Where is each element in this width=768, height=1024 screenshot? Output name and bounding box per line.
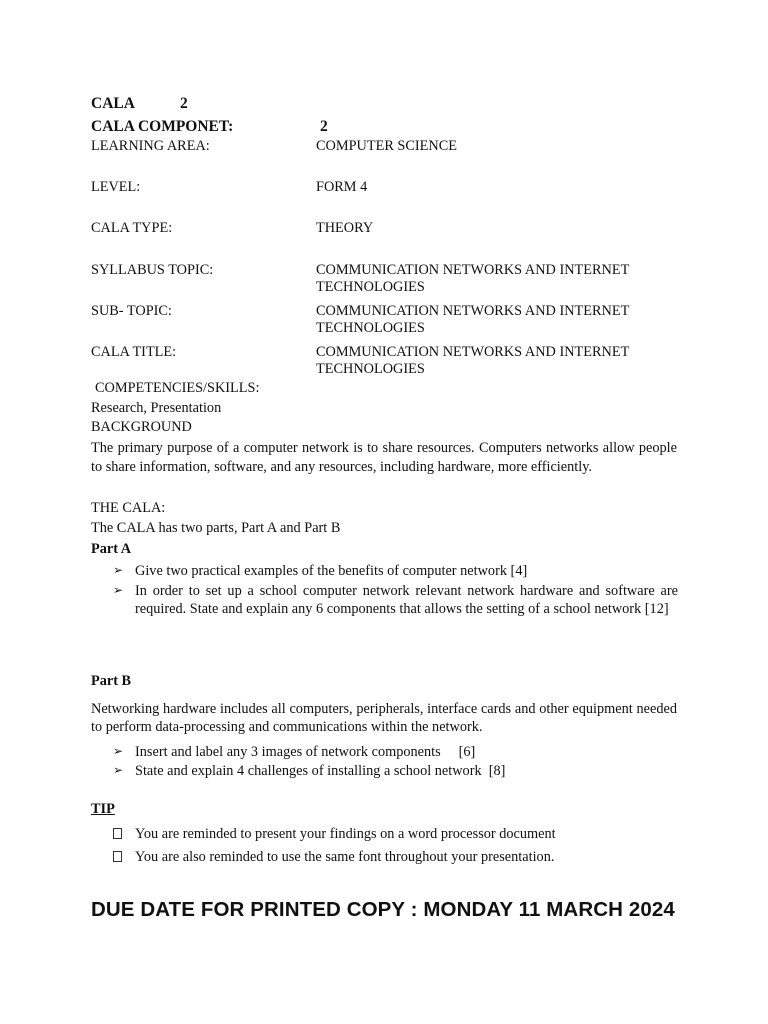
arrow-bullet-icon: ➢ bbox=[113, 744, 124, 758]
info-value-sub-topic: COMMUNICATION NETWORKS AND INTERNET TECHNOLOGIES bbox=[316, 303, 630, 336]
competencies-label: COMPETENCIES/SKILLS: bbox=[95, 380, 260, 396]
info-label-level: LEVEL: bbox=[91, 179, 141, 195]
background-heading: BACKGROUND bbox=[91, 419, 192, 435]
tip-item-1: You are reminded to present your findings on a word processor document bbox=[135, 826, 556, 842]
box-bullet-icon bbox=[113, 828, 122, 839]
info-label-sub-topic: SUB- TOPIC: bbox=[91, 303, 172, 319]
part-b-heading: Part B bbox=[91, 673, 132, 689]
info-value-level: FORM 4 bbox=[316, 179, 368, 195]
arrow-bullet-icon: ➢ bbox=[113, 583, 124, 597]
info-label-cala-title: CALA TITLE: bbox=[91, 344, 177, 360]
info-value-learning-area: COMPUTER SCIENCE bbox=[316, 138, 458, 154]
box-bullet-icon bbox=[113, 851, 122, 862]
info-value-cala-type: THEORY bbox=[316, 220, 374, 236]
part-b-item-1: Insert and label any 3 images of network components [6] bbox=[135, 744, 476, 760]
arrow-bullet-icon: ➢ bbox=[113, 763, 124, 777]
tip-heading: TIP bbox=[91, 801, 115, 817]
the-cala-heading: THE CALA: bbox=[91, 500, 166, 516]
the-cala-intro: The CALA has two parts, Part A and Part B bbox=[91, 520, 341, 536]
cala-component-label: CALA COMPONET: bbox=[91, 118, 234, 135]
part-a-item-2: In order to set up a school computer network relevant network hardware and software are required. State and explain any 6 components that allows the setting of a school network [12] bbox=[135, 583, 678, 617]
info-label-syllabus-topic: SYLLABUS TOPIC: bbox=[91, 262, 214, 278]
cala-label: CALA bbox=[91, 95, 135, 112]
info-value-syllabus-topic: COMMUNICATION NETWORKS AND INTERNET TECHNOLOGIES bbox=[316, 262, 630, 295]
cala-component-number: 2 bbox=[320, 118, 328, 135]
tip-item-2: You are also reminded to use the same font throughout your presentation. bbox=[135, 849, 555, 865]
competencies-value: Research, Presentation bbox=[91, 400, 222, 416]
cala-number: 2 bbox=[180, 95, 188, 112]
background-text: The primary purpose of a computer network is to share resources. Computers networks allow people to share information, software, and any resources, including hardware, more efficiently. bbox=[91, 440, 677, 475]
part-a-item-1: Give two practical examples of the benefits of computer network [4] bbox=[135, 563, 528, 579]
info-label-cala-type: CALA TYPE: bbox=[91, 220, 173, 236]
info-label-learning-area: LEARNING AREA: bbox=[91, 138, 210, 154]
arrow-bullet-icon: ➢ bbox=[113, 563, 124, 577]
due-date: DUE DATE FOR PRINTED COPY : MONDAY 11 MARCH 2024 bbox=[91, 898, 675, 921]
part-a-heading: Part A bbox=[91, 541, 132, 557]
part-b-item-2: State and explain 4 challenges of installing a school network [8] bbox=[135, 763, 506, 779]
info-value-cala-title: COMMUNICATION NETWORKS AND INTERNET TECHNOLOGIES bbox=[316, 344, 630, 377]
part-b-text: Networking hardware includes all computers, peripherals, interface cards and other equipment needed to perform data-processing and communications within the network. bbox=[91, 701, 677, 735]
